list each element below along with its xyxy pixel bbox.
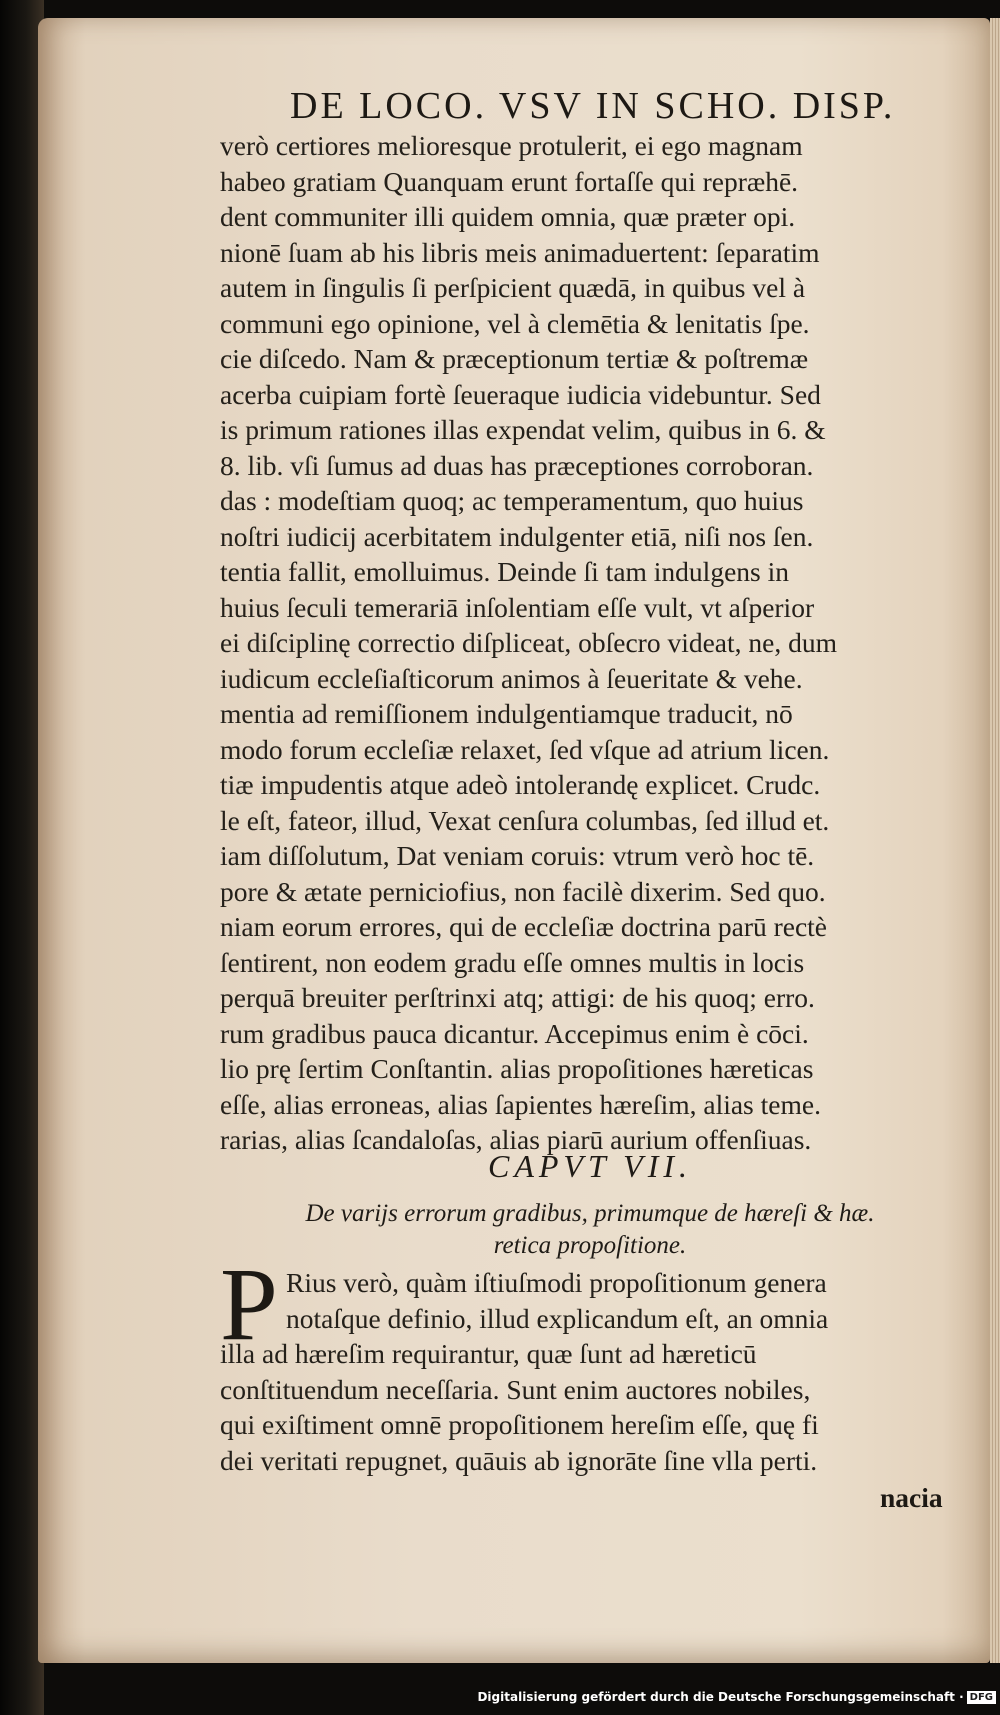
footer-text: Digitalisierung gefördert durch die Deutsche Forschungsgemeinschaft · bbox=[477, 1690, 964, 1704]
dfg-logo: DFG bbox=[967, 1691, 996, 1704]
digitization-footer bbox=[477, 1690, 996, 1704]
text-line: dent communiter illi quidem omnia, quæ præter opi. bbox=[220, 201, 796, 232]
text-line: retica propoſitione. bbox=[493, 1232, 687, 1259]
text-line: ſentirent, non eodem gradu eſſe omnes multis in locis bbox=[220, 946, 805, 978]
text-line: mentia ad remiſſionem indulgentiamque traducit, nō bbox=[220, 698, 793, 729]
text-line: huius ſeculi temerariā inſolentiam eſſe vult, vt aſperior bbox=[220, 591, 815, 623]
text-line: illa ad hæreſim requirantur, quæ ſunt ad hæreticū bbox=[220, 1338, 757, 1369]
running-head: DE LOCO. VSV IN SCHO. DISP. bbox=[290, 85, 896, 127]
catchword: nacia bbox=[880, 1482, 943, 1513]
text-line: modo forum eccleſiæ relaxet, ſed vſque ad atrium licen. bbox=[220, 733, 830, 765]
text-line: 8. lib. vſi ſumus ad duas has præceptiones corroboran. bbox=[220, 449, 814, 481]
text-line: acerba cuipiam fortè ſeueraque iudicia videbuntur. Sed bbox=[220, 378, 821, 410]
text-line: autem in ſingulis ſi perſpicient quædā, in quibus vel à bbox=[220, 272, 806, 303]
text-line: cie diſcedo. Nam & præceptionum tertiæ & poſtremæ bbox=[220, 343, 809, 374]
text-line: lio prę ſertim Conſtantin. alias propoſitiones hæreticas bbox=[220, 1053, 814, 1084]
text-line: perquā breuiter perſtrinxi atq; attigi: de his quoq; erro. bbox=[220, 982, 815, 1013]
text-line: nionē ſuam ab his libris meis animaduertent: ſeparatim bbox=[220, 236, 820, 268]
text-line: eſſe, alias erroneas, alias ſapientes hæreſim, alias teme. bbox=[220, 1088, 821, 1120]
text-line: iam diſſolutum, Dat veniam coruis: vtrum verò hoc tē. bbox=[220, 840, 815, 871]
text-line: Rius verò, quàm iſtiuſmodi propoſitionum genera bbox=[286, 1267, 827, 1298]
body-text bbox=[220, 128, 960, 1158]
text-line: niam eorum errores, qui de eccleſiæ doctrina parū rectè bbox=[220, 911, 828, 942]
text-line: iudicum eccleſiaſticorum animos à ſeueritate & vehe. bbox=[220, 662, 803, 694]
text-line: tentia fallit, emolluimus. Deinde ſi tam indulgens in bbox=[220, 556, 790, 587]
text-line: habeo gratiam Quanquam erunt fortaſſe qui repræhē. bbox=[220, 165, 799, 197]
text-line: ei diſciplinę correctio diſpliceat, obſecro videat, ne, dum bbox=[220, 627, 837, 658]
text-line: dei veritati repugnet, quāuis ab ignorāte ſine vlla perti. bbox=[220, 1444, 818, 1476]
text-line: tiæ impudentis atque adeò intolerandę explicet. Crudc. bbox=[220, 769, 821, 800]
chapter-subtitle bbox=[220, 1198, 960, 1262]
text-line: das : modeſtiam quoq; ac temperamentum, quo huius bbox=[220, 485, 804, 516]
text-line: verò certiores melioresque protulerit, ei ego magnam bbox=[220, 130, 803, 161]
text-line: rarias, alias ſcandaloſas, alias piarū aurium offenſiuas. bbox=[220, 1124, 812, 1155]
chapter-text bbox=[220, 1265, 960, 1478]
page-edge bbox=[990, 18, 1000, 1663]
chapter-title: CAPVT VII. bbox=[487, 1148, 693, 1184]
text-line: noſtri iudicij acerbitatem indulgenter etiā, niſi nos ſen. bbox=[220, 520, 814, 552]
text-line: le eſt, fateor, illud, Vexat cenſura columbas, ſed illud et. bbox=[220, 804, 830, 836]
text-line: communi ego opinione, vel à clemētia & lenitatis ſpe. bbox=[220, 307, 810, 339]
text-line: conſtituendum neceſſaria. Sunt enim auctores nobiles, bbox=[220, 1373, 811, 1405]
drop-capital: P bbox=[220, 1247, 278, 1362]
text-line: notaſque definio, illud explicandum eſt, an omnia bbox=[286, 1302, 829, 1334]
text-line: qui exiſtiment omnē propoſitionem hereſim eſſe, quę fi bbox=[220, 1409, 819, 1440]
text-line: is primum rationes illas expendat velim, quibus in 6. & bbox=[220, 414, 826, 445]
text-line: De varijs errorum gradibus, primumque de hæreſi & hæ. bbox=[305, 1200, 875, 1227]
text-line: pore & ætate perniciofius, non facilè dixerim. Sed quo. bbox=[220, 875, 826, 907]
text-line: rum gradibus pauca dicantur. Accepimus enim è cōci. bbox=[220, 1017, 809, 1049]
